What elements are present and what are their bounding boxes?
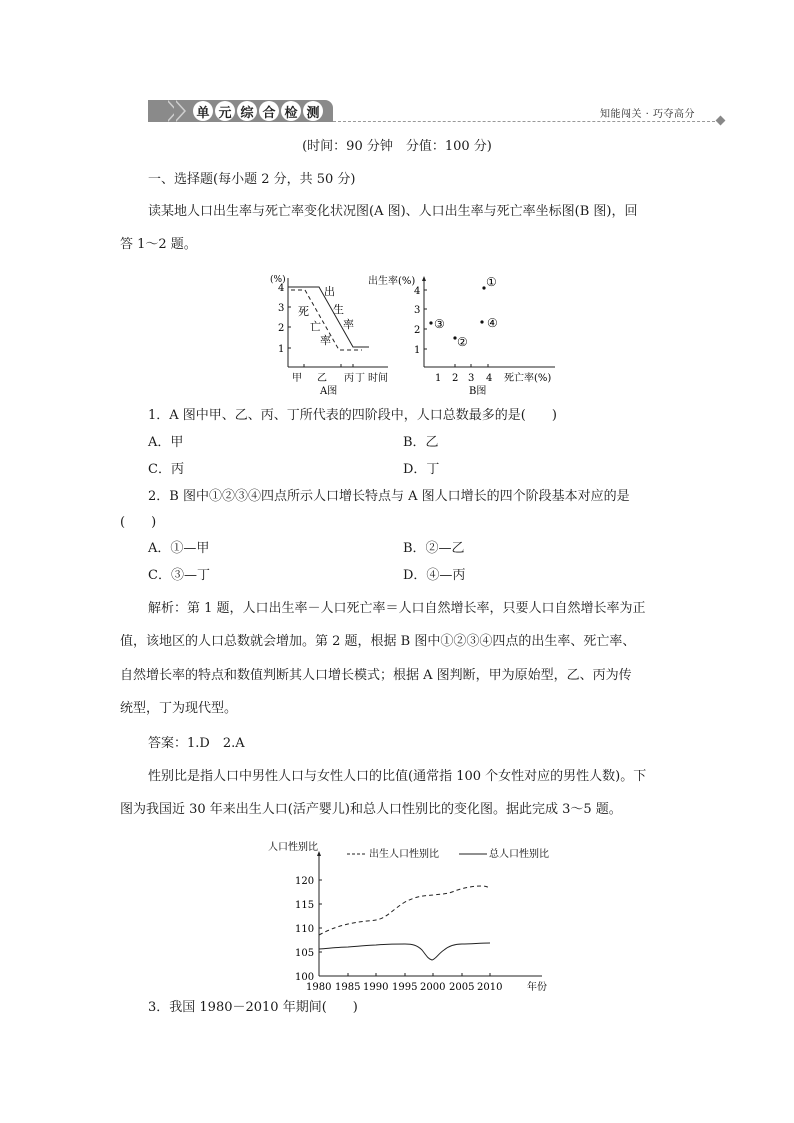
point-label: ④	[487, 316, 498, 330]
q1-option-d[interactable]: D．丁	[403, 462, 440, 477]
chart-ytick: 115	[295, 900, 315, 911]
title-char: 元	[215, 101, 235, 121]
fig-a-ytick: 3	[278, 303, 285, 314]
section-title	[193, 101, 323, 121]
fig-a-xtick: 丁	[355, 373, 365, 384]
q1-option-c[interactable]: C．丙	[148, 462, 184, 477]
intro-text: 读某地人口出生率与死亡率变化状况图(A 图)、人口出生率与死亡率坐标图(B 图)，回	[148, 204, 638, 219]
fig-b-xtick: 4	[486, 373, 493, 384]
fig-a-xtick: 甲	[292, 373, 302, 384]
sex-ratio-chart	[262, 838, 562, 998]
title-char: 合	[259, 101, 279, 121]
point-label: ②	[457, 335, 468, 349]
title-char: 综	[237, 101, 257, 121]
chart-ytick: 100	[295, 972, 315, 983]
chart-xtick: 1980	[306, 982, 332, 993]
question-2-stem: 2．B 图中①②③④四点所示人口增长特点与 A 图人口增长的四个阶段基本对应的是	[148, 489, 630, 504]
question-2-stem-cont: ( )	[120, 515, 157, 530]
total-ratio-line	[319, 943, 490, 960]
question-1-stem: 1．A 图中甲、乙、丙、丁所代表的四阶段中，人口总数最多的是( )	[148, 408, 557, 423]
fig-a-ytick: 4	[278, 283, 285, 294]
q1-option-b[interactable]: B．乙	[403, 435, 439, 450]
chart-xtick: 1990	[363, 982, 389, 993]
birth-ratio-line	[319, 886, 490, 935]
fig-b-xlabel: 死亡率(%)	[504, 373, 552, 384]
chart-ytick: 110	[295, 924, 315, 935]
chart-xlabel: 年份	[527, 982, 547, 993]
diamond-icon	[716, 116, 726, 126]
chart-ytick: 105	[295, 948, 315, 959]
chart-xtick: 2010	[477, 982, 503, 993]
chart-xtick: 2000	[420, 982, 446, 993]
fig-b-ytick: 2	[414, 325, 421, 336]
chart-xtick: 1995	[392, 982, 418, 993]
figure-b	[365, 270, 565, 402]
fig-a-ytick: 2	[278, 323, 285, 334]
fig-b-ytick: 3	[414, 305, 421, 316]
fig-a-label: 出	[324, 285, 335, 298]
title-char: 检	[281, 101, 301, 121]
header-slogan: 知能闯关 · 巧夺高分	[600, 109, 696, 120]
point-label: ①	[486, 275, 497, 289]
title-char: 测	[303, 101, 323, 121]
point-label: ③	[434, 317, 445, 331]
point-4	[480, 320, 483, 323]
analysis-text: 值，该地区的人口总数就会增加。第 2 题，根据 B 图中①②③④四点的出生率、死亡率、	[120, 634, 636, 649]
section-heading: 一、选择题(每小题 2 分，共 50 分)	[148, 172, 356, 187]
chart-xtick: 2005	[449, 982, 475, 993]
fig-a-label: 生	[333, 303, 344, 316]
q2-option-d[interactable]: D．④—丙	[403, 568, 466, 583]
q2-option-c[interactable]: C．③—丁	[148, 568, 210, 583]
analysis-text: 统型，丁为现代型。	[120, 701, 238, 716]
fig-a-label: 死	[298, 305, 309, 318]
q2-option-a[interactable]: A．①—甲	[148, 541, 210, 556]
question-3-stem: 3．我国 1980－2010 年期间( )	[148, 1000, 358, 1015]
intro-text: 答 1～2 题。	[120, 237, 197, 252]
fig-b-ylabel: 出生率(%)	[368, 276, 416, 287]
point-3	[429, 321, 432, 324]
chevron-icon-inner	[174, 100, 184, 122]
intro-text: 性别比是指人口中男性人口与女性人口的比值(通常指 100 个女性对应的男性人数)。下	[148, 769, 647, 784]
fig-b-ytick: 4	[414, 286, 421, 297]
analysis-text: 自然增长率的特点和数值判断其人口增长模式；根据 A 图判断，甲为原始型，乙、丙为传	[120, 668, 632, 683]
fig-a-xlabel: 时间	[368, 373, 388, 384]
intro-text: 图为我国近 30 年来出生人口(活产婴儿)和总人口性别比的变化图。据此完成 3～5 题。	[120, 802, 622, 817]
fig-b-ytick: 1	[414, 345, 421, 356]
q2-option-b[interactable]: B．②—乙	[403, 541, 465, 556]
exam-info: (时间：90 分钟 分值：100 分)	[302, 139, 492, 154]
fig-a-y-unit: (%)	[270, 275, 286, 285]
fig-b-xtick: 1	[435, 373, 442, 384]
q1-option-a[interactable]: A．甲	[148, 435, 184, 450]
fig-b-xtick: 2	[452, 373, 459, 384]
fig-a-ytick: 1	[278, 344, 285, 355]
chart-ytick: 120	[295, 876, 315, 887]
fig-a-xtick: 乙	[317, 373, 327, 384]
header-divider	[333, 121, 720, 122]
fig-b-caption: B图	[469, 386, 487, 397]
fig-a-caption: A图	[320, 386, 338, 397]
fig-a-label: 率	[320, 334, 331, 347]
fig-b-xtick: 3	[468, 373, 475, 384]
legend-total: 总人口性别比	[489, 849, 549, 860]
fig-a-label: 率	[343, 318, 354, 331]
analysis-text: 解析：第 1 题，人口出生率－人口死亡率＝人口自然增长率，只要人口自然增长率为正	[148, 601, 646, 616]
fig-a-label: 亡	[310, 320, 321, 333]
answer-text: 答案：1.D 2.A	[148, 736, 245, 751]
fig-a-xtick: 丙	[344, 373, 354, 384]
title-char: 单	[193, 101, 213, 121]
chart-xtick: 1985	[335, 982, 361, 993]
legend-birth: 出生人口性别比	[369, 849, 439, 860]
chart-ylabel: 人口性别比	[268, 842, 318, 853]
